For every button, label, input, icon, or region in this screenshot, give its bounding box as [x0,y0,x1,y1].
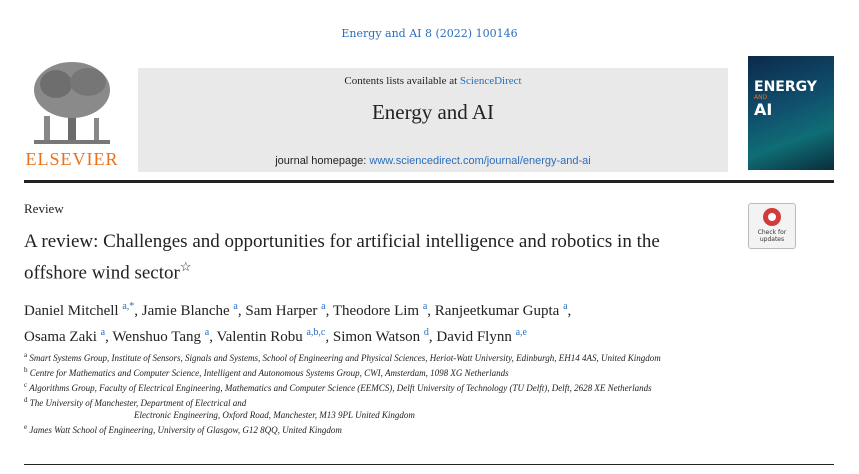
elsevier-tree-icon [26,58,118,148]
affiliation-item: $^b$ Centre for Mathematics and Computer Science, Intelligent and Autonomous Systems Group, CWI, Amsterdam, 1098 XG Netherlands [24,366,509,378]
author[interactable]: Valentin Robu $^{a,b,c}$ [216,327,326,345]
journal-cover[interactable] [748,56,834,170]
journal-banner [138,68,728,172]
homepage-prefix: journal homepage: [275,155,370,167]
homepage-link[interactable]: www.sciencedirect.com/journal/energy-and-ai [369,155,591,167]
publisher-name: ELSEVIER [25,149,119,169]
check-updates-icon [763,208,781,226]
journal-reference[interactable]: Energy and AI 8 (2022) 100146 [341,27,518,40]
author[interactable]: Wenshuo Tang $^a$ [112,327,210,345]
affiliation-item: $^d$ The University of Manchester, Department of Electrical and Electronic Engineering, Oxford Road, Manchester, M13 9PL United Kingdom [24,396,415,420]
footer-divider [24,464,834,465]
author[interactable]: Simon Watson $^d$ [332,327,429,345]
cover-line1: ENERGY [754,79,817,95]
author[interactable]: Osama Zaki $^a$ [24,327,106,345]
author[interactable]: Theodore Lim $^a$ [332,301,428,319]
header-divider [24,180,834,183]
article-type: Review [24,201,64,216]
author[interactable]: Sam Harper $^a$ [245,301,326,319]
affiliation-item: $^e$ James Watt School of Engineering, University of Glasgow, G12 8QQ, United Kingdom [24,423,342,435]
homepage-line [138,155,728,167]
title-footnote-star[interactable]: ☆ [179,259,192,274]
contents-prefix: Contents lists available at [344,75,460,87]
author[interactable]: Jamie Blanche $^a$ [141,301,238,319]
author[interactable]: David Flynn $^{a,e}$ [436,327,527,345]
affiliation-item: $^c$ Algorithms Group, Faculty of Electrical Engineering, Mathematics and Computer Science (EEMCS), Delft University of Technology (TU Delft), Delft, 2628 XE Netherlands [24,381,652,393]
affiliation-list [24,349,824,436]
article-title-text: A review: Challenges and opportunities for artificial intelligence and robotics in the offshore wind sector [24,231,660,284]
cover-line2: AND [754,94,768,101]
author[interactable]: Daniel Mitchell $^{a,*}$ [24,301,135,319]
sciencedirect-link[interactable]: ScienceDirect [459,75,522,87]
check-for-updates-badge[interactable] [748,203,796,249]
elsevier-logo[interactable] [24,56,120,174]
journal-title: Energy and AI [371,100,495,124]
author-list: Daniel Mitchell $^{a,*}$, Jamie Blanche $^a$, Sam Harper $^a$, Theodore Lim $^a$, Ranjeetkumar Gupta $^a$, Osama Zaki $^a$, Wenshuo Tang $^a$, Valentin Robu $^{a,b,c}$, Simon Watson $^d$, David Flynn $^{a,e}$ [24,301,572,345]
author[interactable]: Ranjeetkumar Gupta $^a$ [434,301,568,319]
cover-line3: AI [754,100,773,119]
contents-line [138,75,728,87]
affiliation-item: $^a$ Smart Systems Group, Institute of Sensors, Signals and Systems, School of Engineering and Physical Sciences, Heriot-Watt University, Edinburgh, EH14 4AS, United Kingdom [24,351,661,363]
article-title [24,229,724,285]
masthead [24,56,834,174]
check-updates-label: Check for updates [757,229,787,243]
